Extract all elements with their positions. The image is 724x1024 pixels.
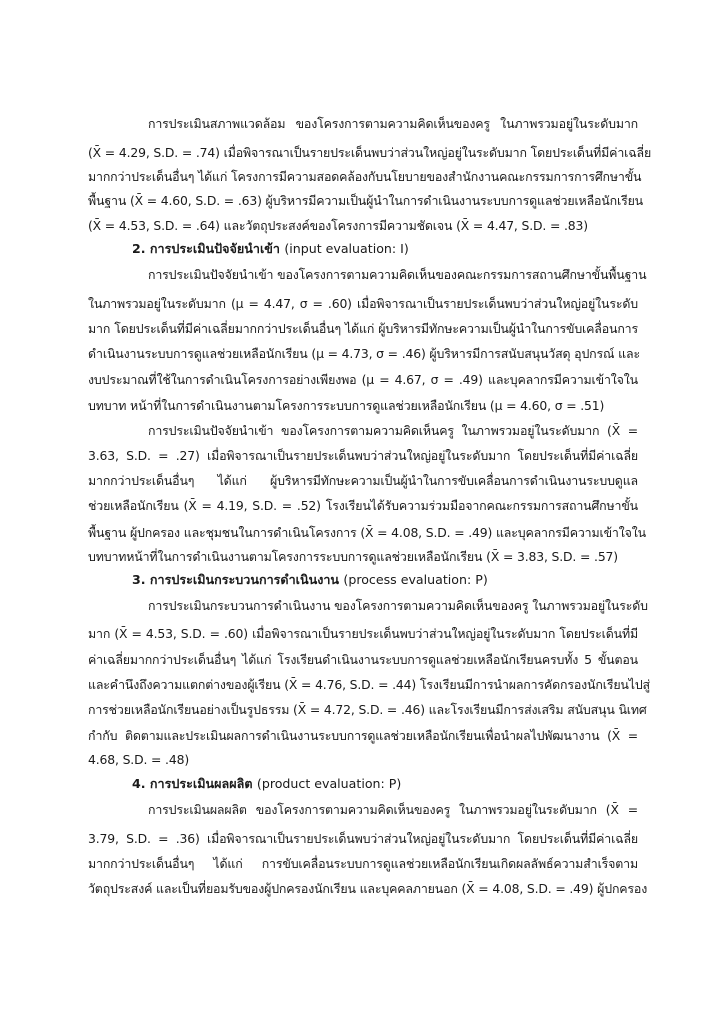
paragraph-line: การประเมินสภาพแวดล้อม ของโครงการตามความคิดเห็นของครู ในภาพรวมอยู่ในระดับมาก bbox=[148, 116, 638, 131]
heading-english: (input evaluation: I) bbox=[284, 241, 409, 256]
paragraph-line: พื้นฐาน (X̄ = 4.60, S.D. = .63) ผู้บริหารมีความเป็นผู้นำในการดำเนินงานระบบการดูแลช่วยเหลือนักเรียน bbox=[88, 193, 643, 208]
paragraph-line: มาก โดยประเด็นที่มีค่าเฉลี่ยมากกว่าประเด็นอื่นๆ ได้แก่ ผู้บริหารมีทักษะความเป็นผู้นำในการขับเคลื่อนการ bbox=[88, 321, 638, 336]
paragraph-line: (X̄ = 4.29, S.D. = .74) เมื่อพิจารณาเป็นรายประเด็นพบว่าส่วนใหญ่อยู่ในระดับมาก โดยประเด็นที่มีค่าเฉลี่ย bbox=[88, 145, 652, 160]
heading-thai: 2. การประเมินปัจจัยนำเข้า bbox=[132, 241, 280, 256]
paragraph-line: การประเมินปัจจัยนำเข้า ของโครงการตามความคิดเห็นของคณะกรรมการสถานศึกษาขั้นพื้นฐาน bbox=[148, 267, 647, 282]
paragraph-line: กำกับ ติดตามและประเมินผลการดำเนินงานระบบการดูแลช่วยเหลือนักเรียนเพื่อนำผลไปพัฒนางาน (X̄ = bbox=[88, 728, 638, 743]
paragraph-line: ค่าเฉลี่ยมากกว่าประเด็นอื่นๆ ได้แก่ โรงเรียนดำเนินงานระบบการดูแลช่วยเหลือนักเรียนครบทั้ง 5 ขั้นตอน bbox=[88, 652, 638, 667]
section-heading-product bbox=[132, 776, 401, 792]
paragraph-line: ดำเนินงานระบบการดูแลช่วยเหลือนักเรียน (μ = 4.73, σ = .46) ผู้บริหารมีการสนับสนุนวัสดุ อุปกรณ์ และ bbox=[88, 346, 640, 361]
paragraph-line: 3.79, S.D. = .36) เมื่อพิจารณาเป็นรายประเด็นพบว่าส่วนใหญ่อยู่ในระดับมาก โดยประเด็นที่มีค่าเฉลี่ย bbox=[88, 831, 638, 846]
paragraph-line: 4.68, S.D. = .48) bbox=[88, 752, 189, 767]
paragraph-line: การประเมินปัจจัยนำเข้า ของโครงการตามความคิดเห็นครู ในภาพรวมอยู่ในระดับมาก (X̄ = bbox=[148, 423, 638, 438]
paragraph-line: พื้นฐาน ผู้ปกครอง และชุมชนในการดำเนินโครงการ (X̄ = 4.08, S.D. = .49) และบุคลากรมีความเข้าใจใน bbox=[88, 525, 646, 540]
paragraph-line: มากกว่าประเด็นอื่นๆ ได้แก่ โครงการมีความสอดคล้องกับนโยบายของสำนักงานคณะกรรมการการศึกษาขั้น bbox=[88, 169, 642, 184]
heading-english: (process evaluation: P) bbox=[343, 572, 488, 587]
paragraph-line: มากกว่าประเด็นอื่นๆ ได้แก่ ผู้บริหารมีทักษะความเป็นผู้นำในการขับเคลื่อนการดำเนินงานระบบดูแล bbox=[88, 473, 638, 488]
paragraph-line: มากกว่าประเด็นอื่นๆ ได้แก่ การขับเคลื่อนระบบการดูแลช่วยเหลือนักเรียนเกิดผลลัพธ์ความสำเร็จตาม bbox=[88, 856, 638, 871]
paragraph-line: (X̄ = 4.53, S.D. = .64) และวัตถุประสงค์ของโครงการมีความชัดเจน (X̄ = 4.47, S.D. = .83) bbox=[88, 218, 588, 233]
paragraph-line: งบประมาณที่ใช้ในการดำเนินโครงการอย่างเพียงพอ (μ = 4.67, σ = .49) และบุคลากรมีความเข้าใจใน bbox=[88, 372, 638, 387]
paragraph-line: บทบาทหน้าที่ในการดำเนินงานตามโครงการระบบการดูแลช่วยเหลือนักเรียน (X̄ = 3.83, S.D. = .57) bbox=[88, 549, 618, 564]
paragraph-line: การประเมินผลผลิต ของโครงการตามความคิดเห็นของครู ในภาพรวมอยู่ในระดับมาก (X̄ = bbox=[148, 802, 638, 817]
paragraph-line: การประเมินกระบวนการดำเนินงาน ของโครงการตามความคิดเห็นของครู ในภาพรวมอยู่ในระดับ bbox=[148, 598, 648, 613]
section-heading-process bbox=[132, 572, 488, 588]
paragraph-line: มาก (X̄ = 4.53, S.D. = .60) เมื่อพิจารณาเป็นรายประเด็นพบว่าส่วนใหญ่อยู่ในระดับมาก โดยประเด็นที่มี bbox=[88, 626, 638, 641]
paragraph-line: การช่วยเหลือนักเรียนอย่างเป็นรูปธรรม (X̄ = 4.72, S.D. = .46) และโรงเรียนมีการส่งเสริม สนับสนุน นิเทศ bbox=[88, 702, 647, 717]
heading-thai: 4. การประเมินผลผลิต bbox=[132, 776, 253, 791]
heading-english: (product evaluation: P) bbox=[256, 776, 402, 791]
paragraph-line: ช่วยเหลือนักเรียน (X̄ = 4.19, S.D. = .52) โรงเรียนได้รับความร่วมมือจากคณะกรรมการสถานศึกษาขั้น bbox=[88, 498, 638, 513]
paragraph-line: บทบาท หน้าที่ในการดำเนินงานตามโครงการระบบการดูแลช่วยเหลือนักเรียน (μ = 4.60, σ = .51) bbox=[88, 398, 605, 413]
heading-thai: 3. การประเมินกระบวนการดำเนินงาน bbox=[132, 572, 340, 587]
paragraph-line: และคำนึงถึงความแตกต่างของผู้เรียน (X̄ = 4.76, S.D. = .44) โรงเรียนมีการนำผลการคัดกรองนักเรียนไปสู่ bbox=[88, 677, 650, 692]
section-heading-input bbox=[132, 241, 409, 257]
paragraph-line: วัตถุประสงค์ และเป็นที่ยอมรับของผู้ปกครองนักเรียน และบุคคลภายนอก (X̄ = 4.08, S.D. = .49) ผู้ปกครอง bbox=[88, 881, 648, 896]
paragraph-line: ในภาพรวมอยู่ในระดับมาก (μ = 4.47, σ = .60) เมื่อพิจารณาเป็นรายประเด็นพบว่าส่วนใหญ่อยู่ในระดับ bbox=[88, 296, 638, 311]
paragraph-line: 3.63, S.D. = .27) เมื่อพิจารณาเป็นรายประเด็นพบว่าส่วนใหญ่อยู่ในระดับมาก โดยประเด็นที่มีค่าเฉลี่ย bbox=[88, 448, 638, 463]
